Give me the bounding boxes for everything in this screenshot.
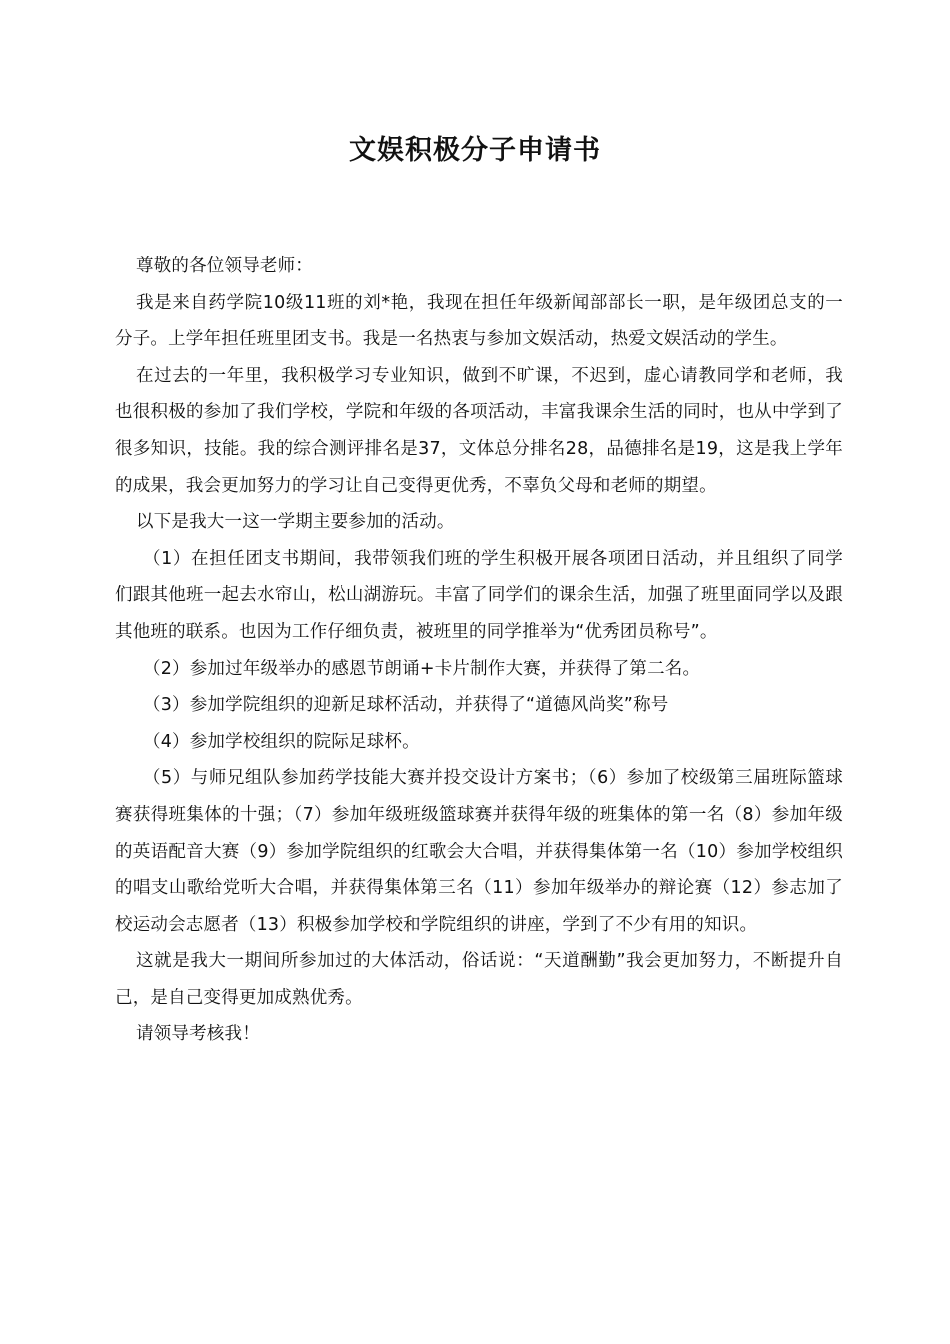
closing-request: 请领导考核我！	[136, 1024, 260, 1045]
intro-paragraph: 我是来自药学院10级11班的刘*艳，我现在担任年级新闻部部长一职，是年级团总支的一分子。上学年担任班里团支书。我是一名热衷与参加文娱活动，热爱文娱活动的学生。	[115, 292, 843, 350]
document-title: 文娱积极分子申请书	[349, 135, 601, 166]
salutation: 尊敬的各位领导老师：	[136, 256, 313, 276]
document-body	[115, 248, 843, 1053]
activities-intro-paragraph: 以下是我大一这一学期主要参加的活动。	[136, 512, 455, 533]
activity-item-3: （3）参加学院组织的迎新足球杯活动，并获得了“道德风尚奖”称号	[143, 695, 669, 716]
activity-item-2: （2）参加过年级举办的感恩节朗诵+卡片制作大赛，并获得了第二名。	[143, 658, 701, 679]
activity-item-1: （1）在担任团支书期间，我带领我们班的学生积极开展各项团日活动，并且组织了同学们跟其他班一起去水帘山，松山湖游玩。丰富了同学们的课余生活，加强了班里面同学以及跟其他班的联系。也因为工作仔细负责，被班里的同学推举为“优秀团员称号”。	[115, 548, 843, 642]
closing-paragraph: 这就是我大一期间所参加过的大体活动，俗话说：“天道酬勤”我会更加努力，不断提升自己，是自己变得更加成熟优秀。	[115, 951, 843, 1008]
activity-item-4: （4）参加学校组织的院际足球杯。	[143, 731, 420, 752]
achievement-paragraph: 在过去的一年里，我积极学习专业知识，做到不旷课，不迟到，虚心请教同学和老师，我也很积极的参加了我们学校，学院和年级的各项活动，丰富我课余生活的同时，也从中学到了很多知识，技能。我的综合测评排名是37，文体总分排名28，品德排名是19，这是我上学年的成果，我会更加努力的学习让自己变得更优秀，不辜负父母和老师的期望。	[115, 365, 843, 496]
activity-item-5-to-13: （5）与师兄组队参加药学技能大赛并投交设计方案书；（6）参加了校级第三届班际篮球赛获得班集体的十强；（7）参加年级班级篮球赛并获得年级的班集体的第一名（8）参加年级的英语配音大赛（9）参加学院组织的红歌会大合唱，并获得集体第一名（10）参加学校组织的唱支山歌给党听大合唱，并获得集体第三名（11）参加年级举办的辩论赛（12）参志加了校运动会志愿者（13）积极参加学校和学院组织的讲座，学到了不少有用的知识。	[115, 768, 843, 935]
